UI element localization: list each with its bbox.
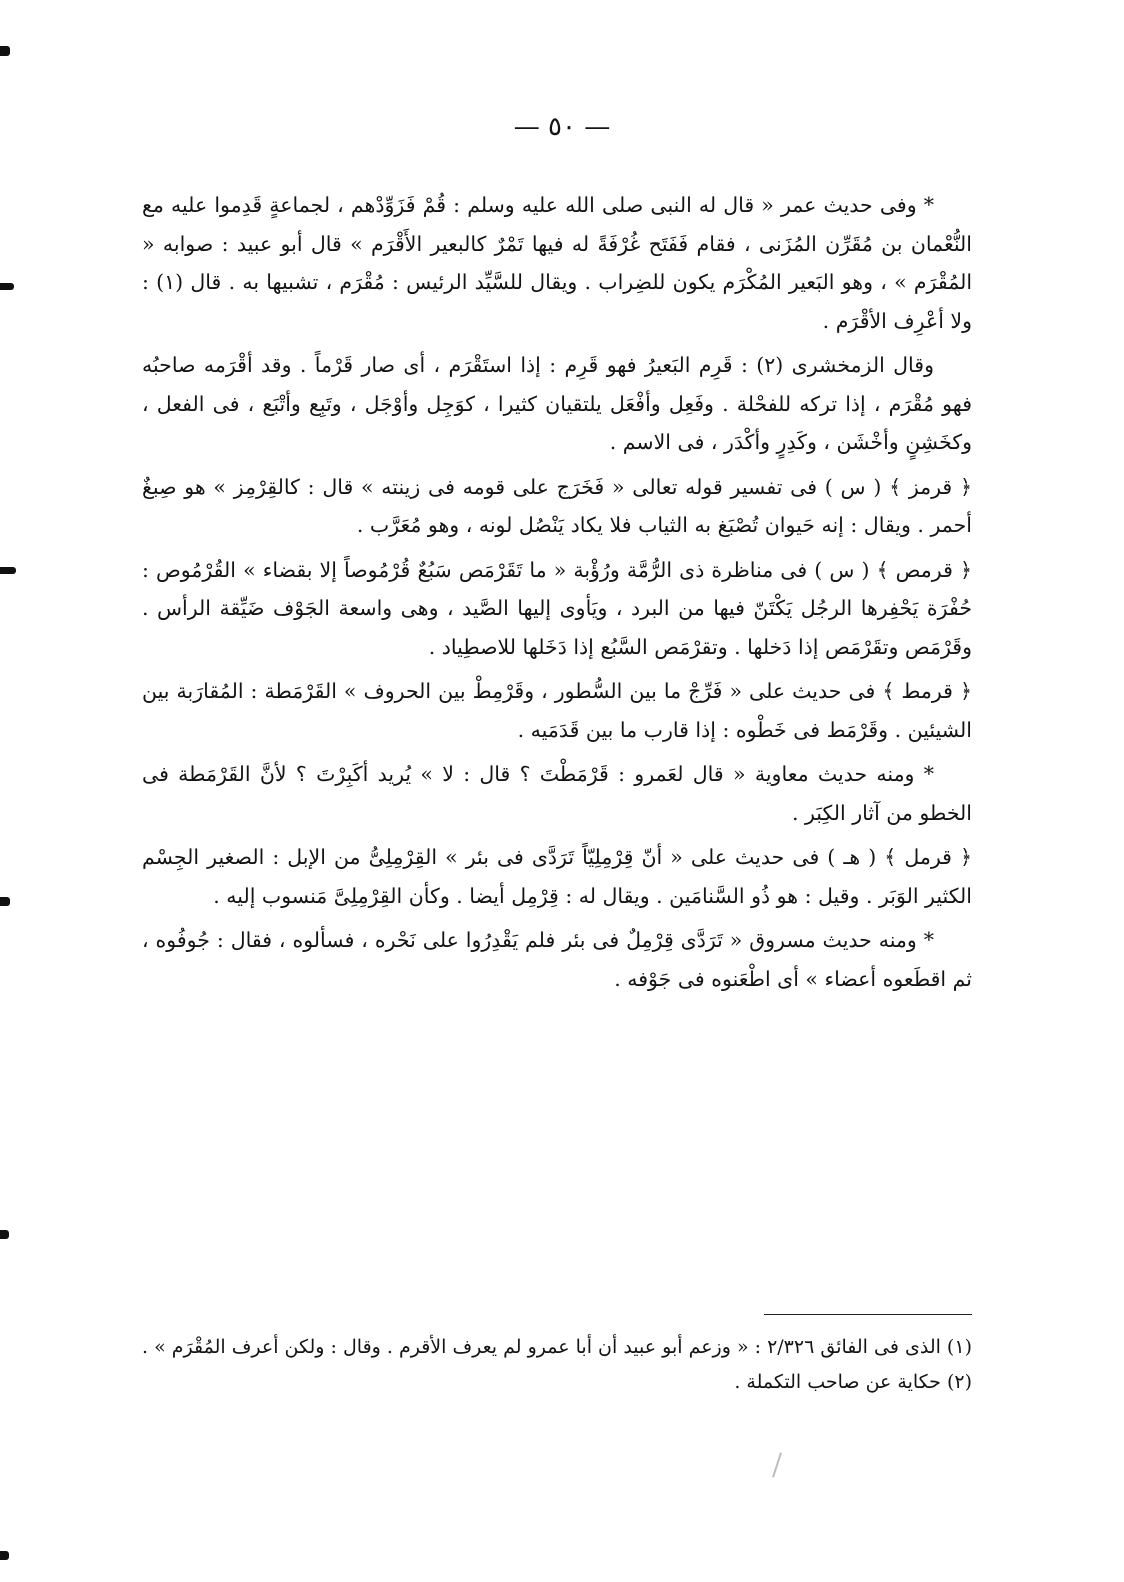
- footnotes: [142, 1330, 972, 1400]
- entry-qirmil: ﴿ قرمل ﴾ ( هـ ) فى حديث على « أنّ قِرْمِلِيّاً تَرَدَّى فى بئر » القِرْمِلِىُّ من الإبل : الصغير الجِسْم الكثير الوَبَر . وقيل : هو ذُو السَّنامَين . ويقال له : قِرْمِل أيضا . وكأن القِرْمِلِىَّ مَنسوب إليه .: [142, 845, 972, 908]
- binding-mark: [0, 567, 16, 574]
- paragraph-hadith-masruq: * ومنه حديث مسروق « تَرَدَّى قِرْمِلٌ فى بئر فلم يَقْدِرُوا على نَحْره ، فسألوه ، فقال : جُوفُوه ، ثم اقطَعوه أعضاء » أى اطْعَنوه فى جَوْفه .: [142, 928, 972, 991]
- stray-mark: [772, 1452, 782, 1477]
- paragraph-zamakhshari: وقال الزمخشرى (٢) : قَرِم البَعيرُ فهو قَرِم : إذا استَقْرَم ، أى صار قَرْماً . وقد أقْرَمه صاحبُه فهو مُقْرَم ، إذا تركه للفحْلة . وفَعِل وأفْعَل يلتقيان كثيرا ، كوَجِل وأوْجَل ، وتَبِع وأتْبَع ، فى الفعل ، وكخَشِنٍ وأخْشَن ، وكَدِرٍ وأكْدَر ، فى الاسم .: [142, 353, 972, 454]
- paragraph-hadith-umar: * وفى حديث عمر « قال له النبى صلى الله عليه وسلم : قُمْ فَزَوِّدْهم ، لجماعةٍ قَدِموا عليه مع النُّعْمان بن مُقَرِّن المُزَنى ، فقام فَفَتَح غُرْفَةً له فيها تَمْرٌ كالبعير الأَقْرَم » قال أبو عبيد : صوابه « المُقْرَم » ، وهو البَعير المُكْرَم يكون للضِراب . ويقال للسَّيِّد الرئيس : مُقْرَم ، تشبيها به . قال (١) : ولا أعْرِف الأقْرَم .: [142, 193, 973, 333]
- page-number: — ٥٠ —: [513, 112, 611, 142]
- paragraph-hadith-muawiya: * ومنه حديث معاوية « قال لعَمرو : قَرْمَطْتَ ؟ قال : لا » يُريد أكَبِرْتَ ؟ لأنَّ القَرْمَطة فى الخطو من آثار الكِبَر .: [142, 762, 972, 825]
- binding-mark: [0, 283, 14, 290]
- binding-mark: [0, 1230, 9, 1239]
- binding-mark: [0, 46, 10, 56]
- entry-qarmas: ﴿ قرمص ﴾ ( س ) فى مناظرة ذى الرُّمَّة ورُؤْبة « ما تَقَرْمَص سَبُعٌ قُرْمُوصاً إلا بقضاء » القُرْمُوص : حُفْرَة يَحْفِرها الرجُل يَكْتَنّ فيها من البرد ، ويَأوى إليها الصَّيد ، وهى واسعة الجَوْف ضَيِّقة الرأس . وقَرْمَص وتقَرْمَص إذا دَخلها . وتقرْمَص السَّبُع إذا دَخَلها للاصطِياد .: [142, 557, 972, 659]
- binding-mark: [0, 897, 10, 906]
- entry-qirmiz: ﴿ قرمز ﴾ ( س ) فى تفسير قوله تعالى « فَخَرَج على قومه فى زينته » قال : كالقِرْمِز » هو صِبغٌ أحمر . ويقال : إنه حَيوان تُصْبَغ به الثياب فلا يكاد يَنْصُل لونه ، وهو مُعَرَّب .: [142, 474, 972, 537]
- footnote-separator: [764, 1314, 972, 1315]
- entry-qarmat: ﴿ قرمط ﴾ فى حديث على « فَرِّجْ ما بين السُّطور ، وقَرْمِطْ بين الحروف » القَرْمَطة : المُقارَبة بين الشيئين . وقَرْمَط فى خَطْوه : إذا قارب ما بين قَدَمَيه .: [142, 679, 972, 742]
- binding-mark: [0, 1551, 9, 1560]
- footnote-text: (١) الذى فى الفائق ٢/٣٢٦ : « وزعم أبو عبيد أن أبا عمرو لم يعرف الأقرم . وقال : ولكن أعرف المُقْرَم » . (٢) حكاية عن صاحب التكملة .: [142, 1336, 972, 1393]
- body-text: [142, 186, 972, 1004]
